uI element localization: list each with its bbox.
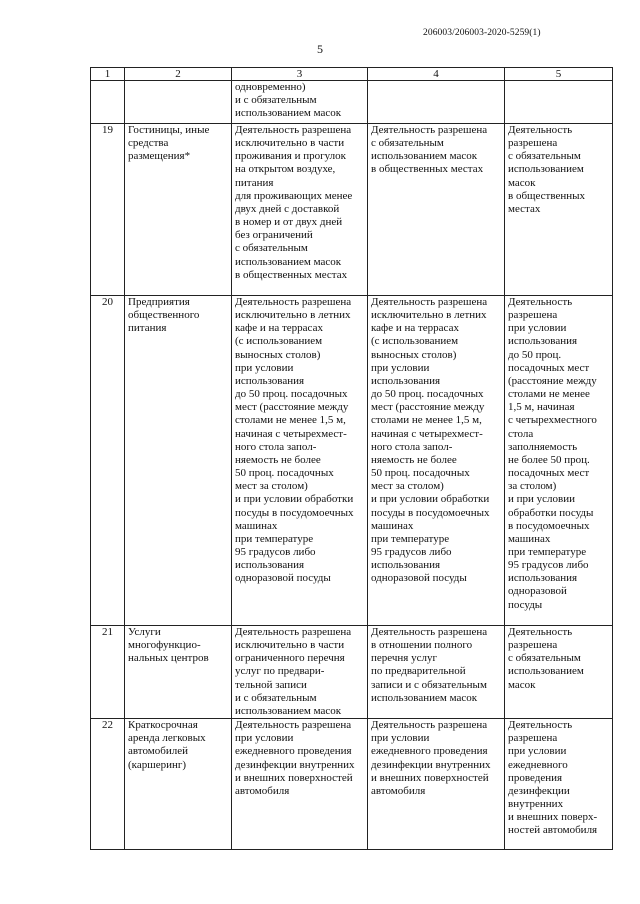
cell-text-line: мест за столом): [235, 480, 308, 493]
cell-text-line: и при условии обработки: [235, 493, 354, 506]
cell-text-line: внутренних: [508, 798, 564, 811]
cell-text-line: исключительно в летних: [371, 309, 487, 322]
column-header-4: 4: [368, 68, 505, 81]
cell-text-line: няемость не более: [235, 453, 321, 466]
cell-text-line: разрешена: [508, 137, 558, 150]
cell-text-line: тельной записи: [235, 678, 307, 691]
cell-text-line: автомобиля: [235, 784, 290, 797]
cell-text-line: до 50 проц.: [508, 348, 562, 361]
cell-text-line: столами не менее 1,5 м,: [371, 414, 482, 427]
cell-text-line: 95 градусов либо: [235, 545, 316, 558]
cell-text-line: разрешена: [508, 639, 558, 652]
cell-text-line: 50 проц. посадочных: [371, 467, 470, 480]
cell-text-line: Деятельность разрешена: [235, 719, 352, 732]
cell-text-line: Деятельность: [508, 124, 573, 136]
cell-text-line: Краткосрочная: [128, 719, 198, 732]
cell-text-line: перечня услуг: [371, 652, 437, 665]
cell-text-line: общественного: [128, 309, 200, 322]
cell-text-line: при условии: [508, 322, 567, 335]
cell-text-line: ограниченного перечня: [235, 652, 345, 665]
cell-text-line: дезинфекции внутренних: [235, 758, 355, 771]
cell-text-line: с обязательным: [508, 150, 581, 163]
cell-text-line: в номер и от двух дней: [235, 216, 343, 229]
cell-text-line: мест (расстояние между: [235, 401, 349, 414]
cell-text-line: 1,5 м, начиная: [508, 401, 575, 414]
cell-text-line: при условии: [371, 361, 430, 374]
regime-cell-col4: [368, 719, 505, 850]
cell-text-line: питания: [235, 176, 274, 189]
cell-text-line: питания: [128, 322, 167, 335]
column-header-2: 2: [125, 68, 232, 81]
row-number: 19: [91, 124, 125, 296]
cell-text-line: использованием масок: [371, 150, 478, 163]
regime-cell-col3: [232, 81, 368, 124]
cell-text-line: и с обязательным: [235, 691, 317, 704]
cell-text-line: одноразовой посуды: [371, 572, 467, 585]
table-row: [91, 296, 613, 626]
cell-text-line: при условии: [371, 732, 430, 745]
cell-text-line: автомобилей: [128, 745, 188, 758]
cell-text-line: с обязательным: [235, 242, 308, 255]
cell-text-line: для проживающих менее: [235, 189, 353, 202]
table-row: [91, 81, 613, 124]
row-number: 20: [91, 296, 125, 626]
cell-text-line: мест (расстояние между: [371, 401, 485, 414]
cell-text-line: Гостиницы, иные: [128, 124, 210, 136]
cell-text-line: и с обязательным: [235, 94, 317, 107]
cell-text-line: использования: [371, 374, 441, 387]
cell-text-line: ежедневного проведения: [371, 745, 488, 758]
cell-text-line: в общественных местах: [235, 268, 348, 281]
activity-name-cell: [125, 296, 232, 626]
cell-text-line: Деятельность разрешена: [235, 626, 352, 638]
cell-text-line: Деятельность разрешена: [371, 719, 488, 732]
cell-text-line: с четырехместного: [508, 414, 597, 427]
cell-text-line: кафе и на террасах: [371, 322, 459, 335]
cell-text-line: местах: [508, 202, 541, 215]
cell-text-line: использования: [235, 374, 305, 387]
cell-text-line: при условии: [508, 745, 567, 758]
cell-text-line: и внешних поверхностей: [235, 771, 353, 784]
cell-text-line: обработки посуды: [508, 506, 594, 519]
cell-text-line: ежедневного проведения: [235, 745, 352, 758]
cell-text-line: услуг по предвари-: [235, 665, 325, 678]
restrictions-table: [90, 67, 613, 850]
cell-text-line: столами не менее: [508, 388, 590, 401]
cell-text-line: с обязательным: [508, 652, 581, 665]
cell-text-line: использования: [508, 572, 578, 585]
cell-text-line: разрешена: [508, 732, 558, 745]
regime-cell-col4: [368, 81, 505, 124]
cell-text-line: при температуре: [508, 545, 587, 558]
cell-text-line: и при условии: [508, 493, 575, 506]
cell-text-line: нальных центров: [128, 652, 209, 665]
cell-text-line: при температуре: [235, 532, 314, 545]
cell-text-line: (расстояние между: [508, 374, 597, 387]
cell-text-line: использованием: [508, 665, 584, 678]
cell-text-line: посадочных мест: [508, 467, 590, 480]
cell-text-line: дезинфекции: [508, 784, 570, 797]
cell-text-line: записи и с обязательным: [371, 678, 487, 691]
regime-cell-col5: [505, 719, 613, 850]
cell-text-line: Деятельность разрешена: [371, 296, 488, 308]
activity-name-cell: [125, 719, 232, 850]
cell-text-line: при температуре: [371, 532, 450, 545]
cell-text-line: одноразовой посуды: [235, 572, 331, 585]
cell-text-line: Деятельность: [508, 719, 573, 732]
cell-text-line: использования: [235, 559, 305, 572]
cell-text-line: (каршеринг): [128, 758, 187, 771]
cell-text-line: использования: [371, 559, 441, 572]
cell-text-line: использованием масок: [371, 691, 478, 704]
cell-text-line: использованием масок: [235, 255, 342, 268]
cell-text-line: при условии: [235, 732, 294, 745]
cell-text-line: многофункцио-: [128, 639, 201, 652]
cell-text-line: Услуги: [128, 626, 161, 638]
cell-text-line: на открытом воздухе,: [235, 163, 336, 176]
cell-text-line: машинах: [235, 519, 278, 532]
cell-text-line: ностей автомобиля: [508, 824, 598, 837]
cell-text-line: проведения: [508, 771, 563, 784]
cell-text-line: столами не менее 1,5 м,: [235, 414, 346, 427]
regime-cell-col3: [232, 296, 368, 626]
column-header-1: 1: [91, 68, 125, 81]
cell-text-line: одновременно): [235, 81, 306, 93]
regime-cell-col3: [232, 626, 368, 719]
cell-text-line: заполняемость: [508, 440, 578, 453]
cell-text-line: выносных столов): [371, 348, 457, 361]
cell-text-line: начиная с четырехмест-: [235, 427, 347, 440]
document-id: 206003/206003-2020-5259(1): [423, 28, 541, 38]
cell-text-line: посуды в посудомоечных: [235, 506, 354, 519]
cell-text-line: в общественных: [508, 189, 586, 202]
cell-text-line: без ограничений: [235, 229, 313, 242]
cell-text-line: (с использованием: [371, 335, 459, 348]
cell-text-line: одноразовой: [508, 585, 567, 598]
cell-text-line: с обязательным: [371, 137, 444, 150]
cell-text-line: аренда легковых: [128, 732, 206, 745]
row-number: [91, 81, 125, 124]
cell-text-line: кафе и на террасах: [235, 322, 323, 335]
cell-text-line: выносных столов): [235, 348, 321, 361]
cell-text-line: няемость не более: [371, 453, 457, 466]
cell-text-line: размещения*: [128, 150, 191, 163]
table-row: [91, 626, 613, 719]
cell-text-line: средства: [128, 137, 169, 150]
regime-cell-col4: [368, 626, 505, 719]
cell-text-line: в посудомоечных: [508, 519, 590, 532]
cell-text-line: и при условии обработки: [371, 493, 490, 506]
table-row: [91, 719, 613, 850]
cell-text-line: за столом): [508, 480, 557, 493]
cell-text-line: Предприятия: [128, 296, 190, 308]
cell-text-line: 95 градусов либо: [371, 545, 452, 558]
cell-text-line: использования: [508, 335, 578, 348]
cell-text-line: исключительно в летних: [235, 309, 351, 322]
regime-cell-col3: [232, 719, 368, 850]
cell-text-line: исключительно в части: [235, 137, 345, 150]
cell-text-line: в отношении полного: [371, 639, 473, 652]
cell-text-line: использованием: [508, 163, 584, 176]
cell-text-line: в общественных местах: [371, 163, 484, 176]
cell-text-line: Деятельность разрешена: [235, 296, 352, 308]
cell-text-line: Деятельность: [508, 626, 573, 638]
cell-text-line: Деятельность разрешена: [371, 124, 488, 136]
cell-text-line: при условии: [235, 361, 294, 374]
cell-text-line: до 50 проц. посадочных: [235, 388, 348, 401]
cell-text-line: начиная с четырехмест-: [371, 427, 483, 440]
activity-name-cell: [125, 81, 232, 124]
cell-text-line: разрешена: [508, 309, 558, 322]
cell-text-line: стола: [508, 427, 534, 440]
row-number: 22: [91, 719, 125, 850]
cell-text-line: Деятельность: [508, 296, 573, 308]
cell-text-line: мест за столом): [371, 480, 444, 493]
regime-cell-col5: [505, 296, 613, 626]
cell-text-line: Деятельность разрешена: [235, 124, 352, 136]
cell-text-line: дезинфекции внутренних: [371, 758, 491, 771]
cell-text-line: и внешних поверх-: [508, 811, 598, 824]
cell-text-line: использованием масок: [235, 107, 342, 120]
activity-name-cell: [125, 124, 232, 296]
cell-text-line: 95 градусов либо: [508, 559, 589, 572]
cell-text-line: машинах: [371, 519, 414, 532]
cell-text-line: проживания и прогулок: [235, 150, 346, 163]
cell-text-line: Деятельность разрешена: [371, 626, 488, 638]
page-number: 5: [317, 42, 323, 56]
column-header-3: 3: [232, 68, 368, 81]
regime-cell-col4: [368, 296, 505, 626]
cell-text-line: по предварительной: [371, 665, 466, 678]
regime-cell-col5: [505, 626, 613, 719]
column-header-5: 5: [505, 68, 613, 81]
table-row: [91, 124, 613, 296]
cell-text-line: и внешних поверхностей: [371, 771, 489, 784]
cell-text-line: автомобиля: [371, 784, 426, 797]
cell-text-line: ного стола запол-: [235, 440, 317, 453]
cell-text-line: масок: [508, 176, 536, 189]
cell-text-line: машинах: [508, 532, 551, 545]
activity-name-cell: [125, 626, 232, 719]
cell-text-line: использованием масок: [235, 704, 342, 717]
cell-text-line: ного стола запол-: [371, 440, 453, 453]
cell-text-line: исключительно в части: [235, 639, 345, 652]
cell-text-line: посуды: [508, 598, 543, 611]
cell-text-line: (с использованием: [235, 335, 323, 348]
regime-cell-col3: [232, 124, 368, 296]
regime-cell-col5: [505, 81, 613, 124]
table-header-row: [91, 68, 613, 81]
cell-text-line: не более 50 проц.: [508, 453, 590, 466]
regime-cell-col5: [505, 124, 613, 296]
cell-text-line: масок: [508, 678, 536, 691]
row-number: 21: [91, 626, 125, 719]
cell-text-line: до 50 проц. посадочных: [371, 388, 484, 401]
cell-text-line: посуды в посудомоечных: [371, 506, 490, 519]
regime-cell-col4: [368, 124, 505, 296]
cell-text-line: ежедневного: [508, 758, 568, 771]
cell-text-line: 50 проц. посадочных: [235, 467, 334, 480]
cell-text-line: двух дней с доставкой: [235, 202, 340, 215]
cell-text-line: посадочных мест: [508, 361, 590, 374]
